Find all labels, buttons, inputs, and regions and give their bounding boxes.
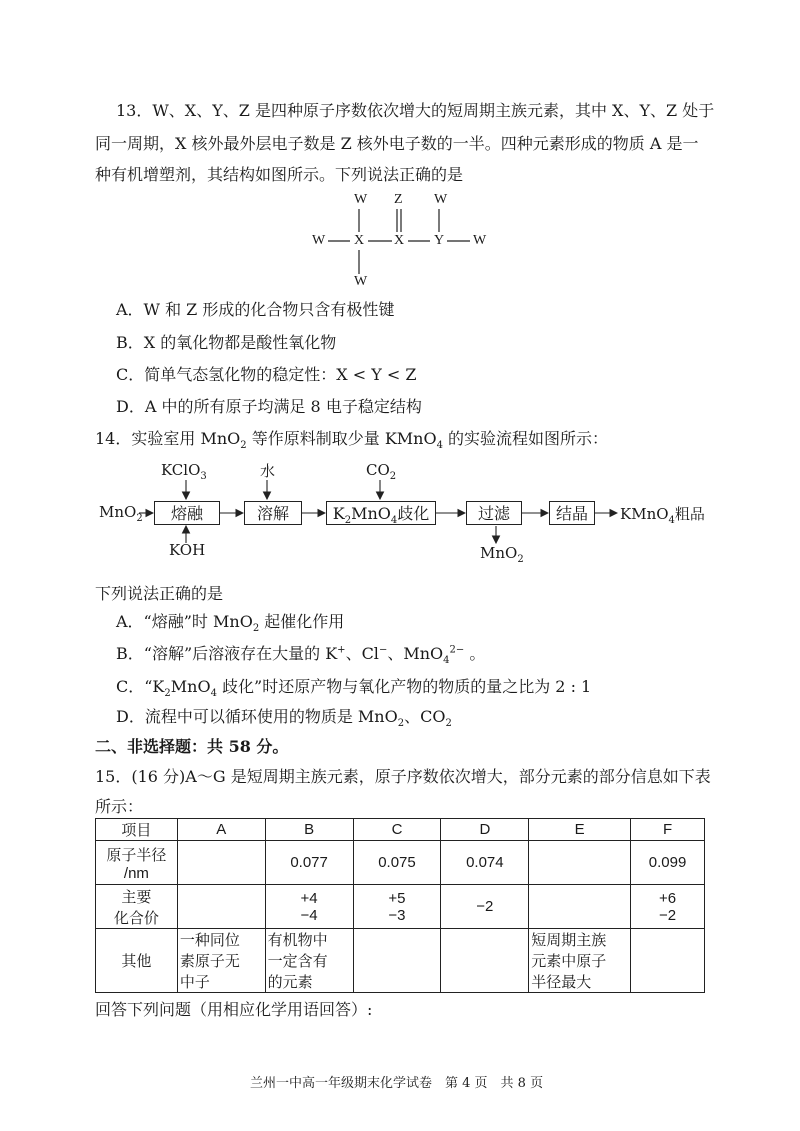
table-header-cell: A xyxy=(177,819,265,841)
struct-w-right: W xyxy=(473,233,487,248)
q15-line-2: 所示： xyxy=(95,797,144,816)
section-2-heading: 二、非选择题：共 58 分。 xyxy=(95,737,289,756)
table-cell: 0.074 xyxy=(441,841,529,885)
q13-line-1: 13．W、X、Y、Z 是四种原子序数依次增大的短周期主族元素，其中 X、Y、Z 处于 xyxy=(116,101,715,120)
table-cell xyxy=(177,885,265,929)
struct-z: Z xyxy=(394,192,403,207)
flow-box-crystallizing: 结晶 xyxy=(549,501,595,525)
struct-x-2: X xyxy=(394,233,405,248)
table-cell: −2 xyxy=(441,885,529,929)
table-header-cell: D xyxy=(441,819,529,841)
flow-box-filtering: 过滤 xyxy=(466,501,522,525)
table-header-cell: B xyxy=(265,819,353,841)
table-cell xyxy=(353,929,441,993)
table-cell xyxy=(177,841,265,885)
table-row-valence xyxy=(96,885,705,929)
q14-option-d: D．流程中可以循环使用的物质是 MnO$_2$、$CO_2$ xyxy=(116,707,452,730)
table-header-cell: E xyxy=(529,819,631,841)
table-row-radius xyxy=(96,841,705,885)
q13-option-b: B．X 的氧化物都是酸性氧化物 xyxy=(116,333,337,352)
flow-co2: $CO_2$ xyxy=(366,461,397,482)
table-cell: +6 −2 xyxy=(631,885,705,929)
struct-y: Y xyxy=(434,233,445,248)
q14-stem: 14．实验室用 MnO$_2$ 等作原料制取少量 KMnO$_4$ 的实验流程如图所示： xyxy=(95,429,609,452)
table-cell: 有机物中 一定含有 的元素 xyxy=(265,929,353,993)
table-cell: 0.077 xyxy=(265,841,353,885)
table-cell xyxy=(441,929,529,993)
q13-option-d: D．A 中的所有原子均满足 8 电子稳定结构 xyxy=(116,397,422,416)
q13-option-c: C．简单气态氢化物的稳定性：X < Y < Z xyxy=(116,365,417,384)
table-header-cell: C xyxy=(353,819,441,841)
q13-line-3: 种有机增塑剂，其结构如图所示。下列说法正确的是 xyxy=(95,165,464,184)
table-header-cell: F xyxy=(631,819,705,841)
table-cell: 0.075 xyxy=(353,841,441,885)
struct-w-top-right: W xyxy=(434,192,448,207)
table-cell xyxy=(631,929,705,993)
q15-element-table xyxy=(95,818,705,993)
table-cell xyxy=(529,841,631,885)
struct-w-bottom: W xyxy=(354,274,368,289)
table-row-other xyxy=(96,929,705,993)
table-cell: 一种同位 素原子无 中子 xyxy=(177,929,265,993)
flow-box-dissolving: 溶解 xyxy=(244,501,302,525)
flow-kclo3: KClO$_3$ xyxy=(161,461,207,482)
flow-water: 水 xyxy=(260,462,276,480)
struct-w-left: W xyxy=(312,233,326,248)
struct-x-1: X xyxy=(354,233,365,248)
table-label-cell: 其他 xyxy=(96,929,178,993)
table-label-cell: 主要 化合价 xyxy=(96,885,178,929)
q14-option-c: C．“$K_2MnO_4$ 歧化”时还原产物与氧化产物的物质的量之比为 2 : 1 xyxy=(116,677,592,700)
q15-line-1: 15．(16 分)A～G 是短周期主族元素，原子序数依次增大，部分元素的部分信息如下表 xyxy=(95,767,711,786)
table-label-cell: 原子半径 /nm xyxy=(96,841,178,885)
table-cell xyxy=(529,885,631,929)
q14-option-b: B．“溶解”后溶液存在大量的 K+、Cl−、MnO$_4^{2-}$ 。 xyxy=(116,644,486,667)
q13-option-a: A．W 和 Z 形成的化合物只含有极性键 xyxy=(116,300,395,319)
table-header-cell: 项目 xyxy=(96,819,178,841)
page-footer: 兰州一中高一年级期末化学试卷 第 4 页 共 8 页 xyxy=(250,1076,544,1091)
flow-box-melting: 熔融 xyxy=(154,501,220,525)
flow-mno2-input: MnO$_2$ xyxy=(99,503,143,524)
table-cell: 0.099 xyxy=(631,841,705,885)
flow-koh: KOH xyxy=(169,541,206,559)
flow-product: KMnO$_4$粗品 xyxy=(620,505,705,526)
q14-option-a: A．“熔融”时 MnO$_2$ 起催化作用 xyxy=(116,612,345,635)
table-header-row xyxy=(96,819,705,841)
flow-box-disproportionation: $K_2MnO_4$歧化 xyxy=(326,501,436,525)
q15-answer-prompt: 回答下列问题（用相应化学用语回答）: xyxy=(95,1000,373,1019)
table-cell: +4 −4 xyxy=(265,885,353,929)
struct-w-top: W xyxy=(354,192,368,207)
table-cell: 短周期主族 元素中原子 半径最大 xyxy=(529,929,631,993)
q13-line-2: 同一周期，X 核外最外层电子数是 Z 核外电子数的一半。四种元素形成的物质 A 是一 xyxy=(95,134,699,153)
q14-prompt: 下列说法正确的是 xyxy=(95,584,224,603)
flow-mno2-output: MnO$_2$ xyxy=(480,544,524,565)
table-cell: +5 −3 xyxy=(353,885,441,929)
